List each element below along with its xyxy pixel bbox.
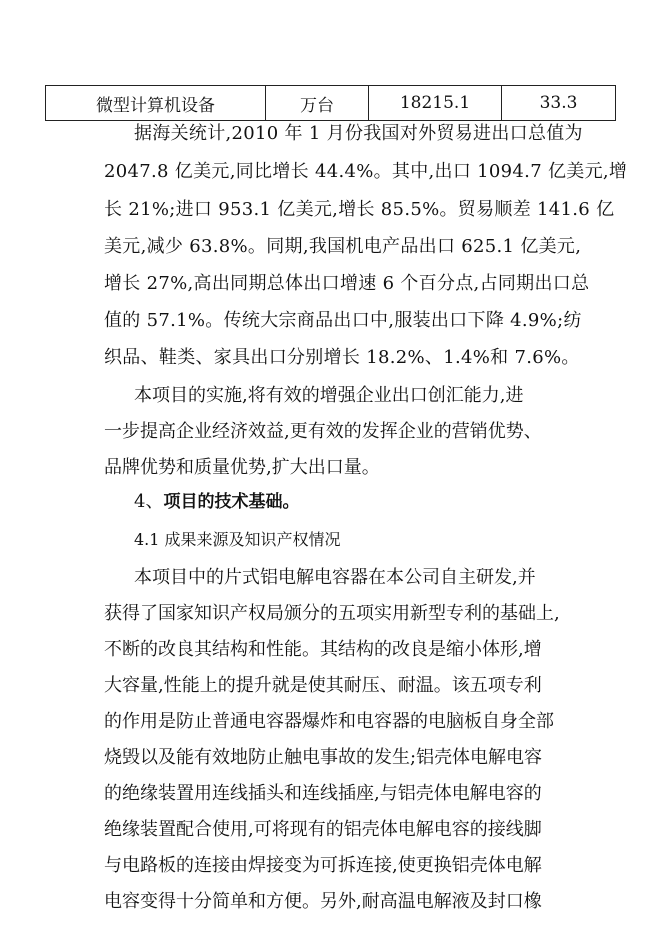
paragraph3-line: 烧毁以及能有效地防止触电事故的发生;铝壳体电解电容	[104, 747, 543, 768]
paragraph1-line: 织品、鞋类、家具出口分别增长 18.2%、1.4%和 7.6%。	[104, 347, 580, 368]
paragraph2-line: 一步提高企业经济效益,更有效的发挥企业的营销优势、	[104, 421, 542, 442]
paragraph1-line: 长 21%;进口 953.1 亿美元,增长 85.5%。贸易顺差 141.6 亿	[104, 199, 615, 220]
section-heading	[134, 490, 299, 514]
table-cell-growth: 33.3	[502, 86, 616, 121]
paragraph2-line: 品牌优势和质量优势,扩大出口量。	[104, 457, 380, 478]
table-cell-item: 微型计算机设备	[46, 86, 266, 121]
paragraph3-line: 的绝缘装置用连线插头和连线插座,与铝壳体电解电容的	[104, 783, 542, 804]
paragraph1-line: 2047.8 亿美元,同比增长 44.4%。其中,出口 1094.7 亿美元,增	[104, 161, 628, 182]
paragraph1-line: 值的 57.1%。传统大宗商品出口中,服装出口下降 4.9%;纺	[104, 310, 582, 331]
table-row	[46, 86, 616, 121]
section-number: 4、	[134, 491, 164, 512]
paragraph3-line: 不断的改良其结构和性能。其结构的改良是缩小体形,增	[104, 639, 542, 660]
paragraph3-line: 获得了国家知识产权局颁分的五项实用新型专利的基础上,	[104, 603, 560, 624]
paragraph1-line: 增长 27%,高出同期总体出口增速 6 个百分点,占同期出口总	[104, 273, 590, 294]
paragraph3-line: 大容量,性能上的提升就是使其耐压、耐温。该五项专利	[104, 675, 542, 696]
paragraph3-line: 的作用是防止普通电容器爆炸和电容器的电脑板自身全部	[104, 711, 554, 732]
table-cell-quantity: 18215.1	[369, 86, 502, 121]
paragraph2-line: 本项目的实施,将有效的增强企业出口创汇能力,进	[134, 385, 524, 406]
paragraph3-line: 与电路板的连接由焊接变为可拆连接,使更换铝壳体电解	[104, 855, 542, 876]
paragraph3-line: 本项目中的片式铝电解电容器在本公司自主研发,并	[134, 567, 536, 588]
data-table	[45, 85, 616, 121]
paragraph1-line: 据海关统计,2010 年 1 月份我国对外贸易进出口总值为	[134, 123, 583, 144]
section-title: 项目的技术基础。	[163, 492, 300, 512]
subsection-heading: 4.1 成果来源及知识产权情况	[134, 530, 341, 549]
paragraph3-line: 电容变得十分简单和方便。另外,耐高温电解液及封口橡	[104, 891, 542, 912]
paragraph1-line: 美元,减少 63.8%。同期,我国机电产品出口 625.1 亿美元,	[104, 236, 582, 257]
paragraph3-line: 绝缘装置配合使用,可将现有的铝壳体电解电容的接线脚	[104, 819, 542, 840]
table-cell-unit: 万台	[266, 86, 369, 121]
